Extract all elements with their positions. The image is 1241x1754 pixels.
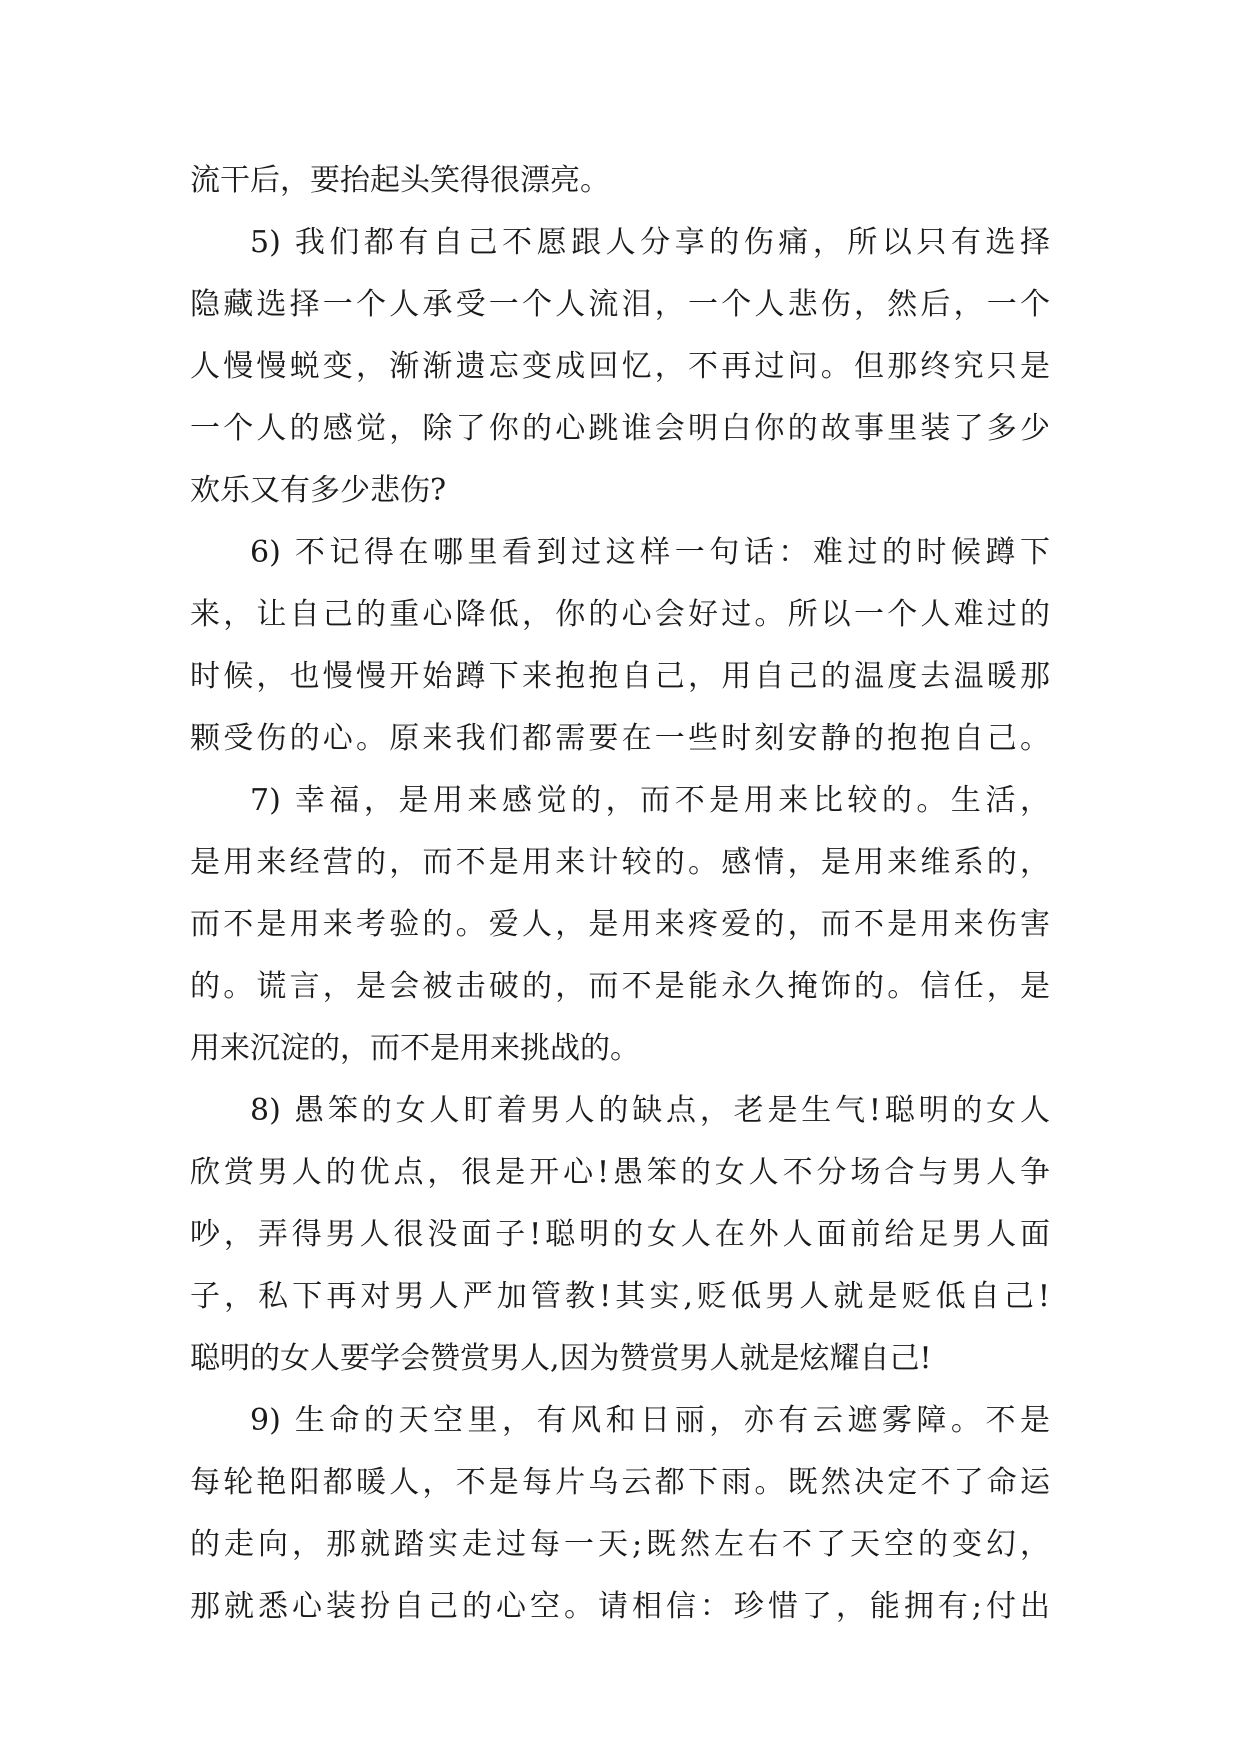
paragraph-7-line: 7) 幸福，是用来感觉的，而不是用来比较的。生活， bbox=[250, 783, 1050, 818]
text-line: 欣赏男人的优点，很是开心!愚笨的女人不分场合与男人争 bbox=[190, 1155, 1050, 1190]
text-line: 来，让自己的重心降低，你的心会好过。所以一个人难过的 bbox=[190, 597, 1050, 632]
text-line: 的。谎言，是会被击破的，而不是能永久掩饰的。信任，是 bbox=[190, 969, 1050, 1004]
text-line: 一个人的感觉，除了你的心跳谁会明白你的故事里装了多少 bbox=[190, 411, 1050, 446]
text-line: 是用来经营的，而不是用来计较的。感情，是用来维系的， bbox=[190, 845, 1050, 880]
text-line: 颗受伤的心。原来我们都需要在一些时刻安静的抱抱自己。 bbox=[190, 721, 1050, 756]
text-line: 隐藏选择一个人承受一个人流泪，一个人悲伤，然后，一个 bbox=[190, 287, 1050, 322]
text-line: 聪明的女人要学会赞赏男人,因为赞赏男人就是炫耀自己! bbox=[190, 1341, 932, 1376]
text-line: 而不是用来考验的。爱人，是用来疼爱的，而不是用来伤害 bbox=[190, 907, 1050, 942]
text-line: 每轮艳阳都暖人，不是每片乌云都下雨。既然决定不了命运 bbox=[190, 1465, 1050, 1500]
paragraph-6-line: 6) 不记得在哪里看到过这样一句话：难过的时候蹲下 bbox=[250, 535, 1050, 570]
document-body bbox=[190, 150, 1050, 1638]
text-line: 流干后，要抬起头笑得很漂亮。 bbox=[190, 163, 610, 198]
text-line: 子，私下再对男人严加管教!其实,贬低男人就是贬低自己! bbox=[190, 1279, 1050, 1314]
text-line: 欢乐又有多少悲伤? bbox=[190, 473, 447, 508]
text-line: 吵，弄得男人很没面子!聪明的女人在外人面前给足男人面 bbox=[190, 1217, 1050, 1252]
paragraph-8-line: 8) 愚笨的女人盯着男人的缺点，老是生气!聪明的女人 bbox=[250, 1093, 1050, 1128]
text-line: 人慢慢蜕变，渐渐遗忘变成回忆，不再过问。但那终究只是 bbox=[190, 349, 1050, 384]
text-line: 那就悉心装扮自己的心空。请相信：珍惜了，能拥有;付出 bbox=[190, 1589, 1050, 1624]
text-line: 的走向，那就踏实走过每一天;既然左右不了天空的变幻， bbox=[190, 1527, 1050, 1562]
text-line: 用来沉淀的，而不是用来挑战的。 bbox=[190, 1031, 640, 1066]
paragraph-5-line: 5) 我们都有自己不愿跟人分享的伤痛，所以只有选择 bbox=[250, 225, 1050, 260]
text-line: 时候，也慢慢开始蹲下来抱抱自己，用自己的温度去温暖那 bbox=[190, 659, 1050, 694]
paragraph-9-line: 9) 生命的天空里，有风和日丽，亦有云遮雾障。不是 bbox=[250, 1403, 1050, 1438]
